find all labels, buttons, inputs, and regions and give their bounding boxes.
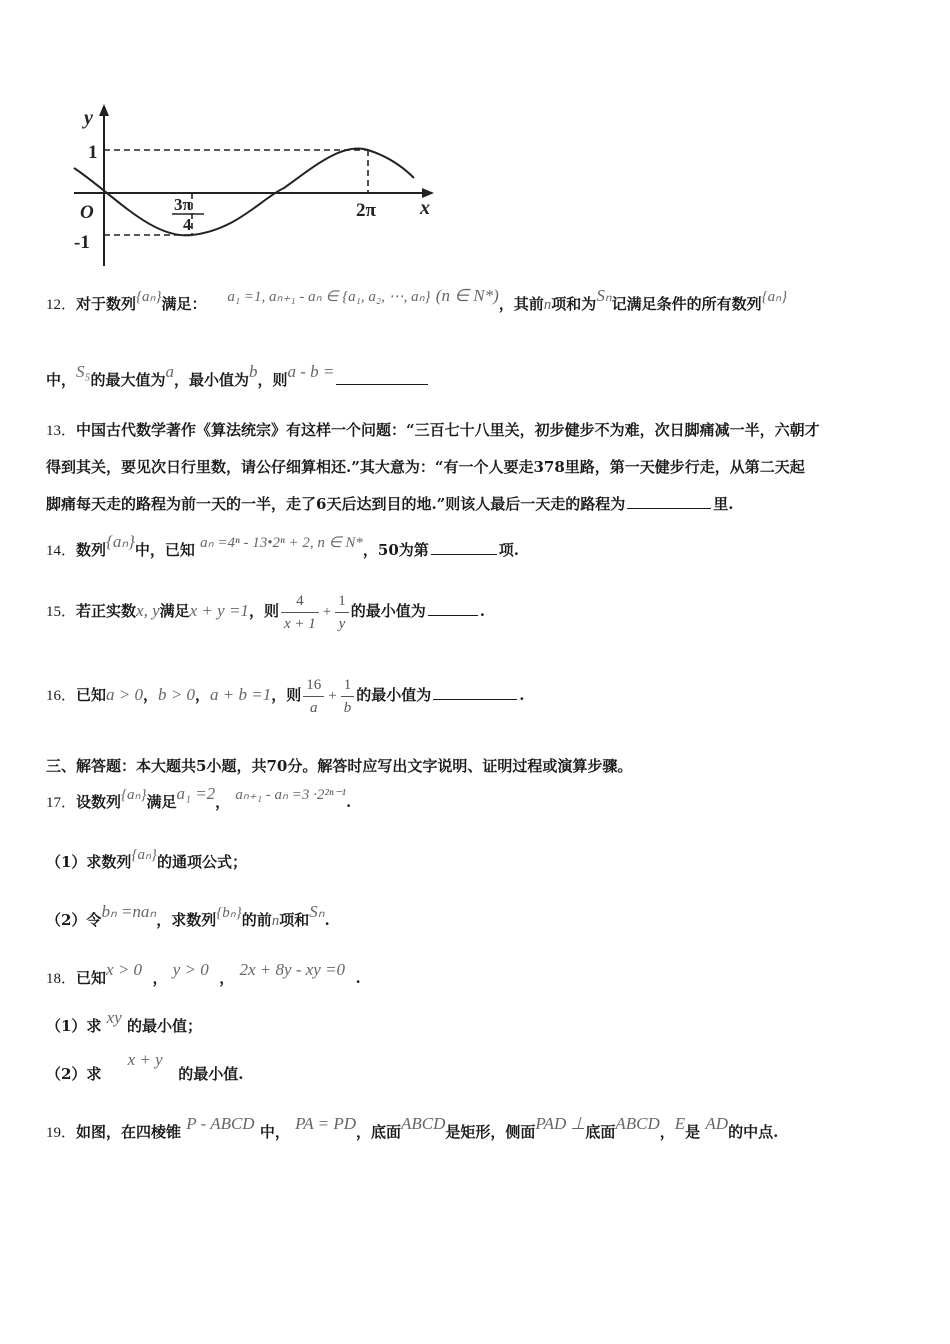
fraction-1-over-b: $\frac{1}{b}$ bbox=[341, 674, 355, 719]
question-13-line-3 bbox=[46, 492, 910, 516]
question-14 bbox=[46, 532, 910, 563]
question-12-line-1 bbox=[46, 286, 910, 317]
math-initial: a₁ =2 bbox=[176, 784, 216, 803]
section-title: 三、解答题：本大题共5小题，共70分。解答时应写出文字说明、证明过程或演算步骤。 bbox=[46, 757, 633, 775]
question-text: 记满足条件的所有数列 bbox=[611, 295, 762, 313]
math-b: b bbox=[248, 362, 258, 381]
question-18 bbox=[46, 960, 910, 991]
math-sequence: {aₙ} bbox=[131, 847, 157, 863]
math-sequence: {aₙ} bbox=[121, 787, 147, 803]
question-number: 17． bbox=[46, 795, 77, 811]
question-text: ，最小值为 bbox=[173, 371, 249, 389]
question-text: . bbox=[479, 602, 485, 620]
part-label: （2）求 bbox=[46, 1065, 102, 1083]
y-axis-label: y bbox=[84, 107, 93, 129]
math-domain: (n ∈ N*) bbox=[435, 286, 499, 305]
math-s5: S₅ bbox=[76, 362, 91, 381]
math-a: a bbox=[165, 362, 174, 381]
question-text: 的前 bbox=[241, 911, 272, 929]
y-axis-arrow bbox=[99, 104, 109, 116]
question-text: 数列 bbox=[76, 541, 107, 559]
math-sequence: {aₙ} bbox=[761, 289, 788, 305]
math-equation: 2x + 8y - xy =0 bbox=[239, 960, 346, 979]
question-text: 设数列 bbox=[76, 793, 122, 811]
fraction-1-over-y: $\frac{1}{y}$ bbox=[335, 590, 349, 635]
question-13-line-2 bbox=[46, 455, 910, 479]
math-ad: AD bbox=[705, 1114, 729, 1133]
question-text: 脚痛每天走的路程为前一天的一半，走了6天后达到目的地.”则该人最后一天走的路程为 bbox=[46, 495, 626, 513]
math-e: E bbox=[674, 1114, 686, 1133]
answer-blank[interactable] bbox=[431, 538, 497, 555]
math-xy: xy bbox=[106, 1008, 122, 1027]
question-text: 的最小值为 bbox=[350, 602, 426, 620]
answer-blank[interactable] bbox=[336, 368, 428, 385]
question-text: 若正实数 bbox=[76, 602, 137, 620]
math-n: n bbox=[271, 913, 280, 929]
math-sum-condition: a + b =1 bbox=[210, 685, 272, 704]
x-axis-label: x bbox=[420, 197, 430, 219]
answer-blank[interactable] bbox=[433, 683, 517, 700]
question-text: ， bbox=[195, 686, 211, 704]
question-text: 满足 bbox=[159, 602, 190, 620]
question-text: 项和为 bbox=[551, 295, 597, 313]
question-number: 12． bbox=[46, 297, 77, 313]
math-x-plus-y: x + y bbox=[127, 1050, 163, 1069]
question-number: 19． bbox=[46, 1125, 77, 1141]
math-sequence: {aₙ} bbox=[106, 532, 135, 551]
question-text: 是 bbox=[685, 1123, 701, 1141]
math-abcd: ABCD bbox=[615, 1114, 660, 1133]
part-label: （1）求 bbox=[46, 1017, 102, 1035]
answer-blank[interactable] bbox=[627, 492, 711, 509]
question-17-part-2 bbox=[46, 902, 910, 933]
question-text: 满足： bbox=[161, 295, 207, 313]
question-text: 对于数列 bbox=[76, 295, 137, 313]
question-text: ，则 bbox=[257, 371, 288, 389]
math-abcd: ABCD bbox=[401, 1114, 446, 1133]
question-number: 16． bbox=[46, 688, 77, 704]
question-text: . bbox=[324, 911, 330, 929]
part-label: （2）令 bbox=[46, 911, 102, 929]
math-sum: Sₙ bbox=[596, 286, 612, 305]
question-text: 的最大值为 bbox=[90, 371, 166, 389]
question-text: ，50为第 bbox=[362, 541, 429, 559]
question-text: 底面 bbox=[585, 1123, 616, 1141]
question-18-part-1 bbox=[46, 1008, 910, 1038]
tick-2pi-label: 2π bbox=[356, 200, 376, 221]
math-pyramid: P - ABCD bbox=[186, 1114, 255, 1133]
question-text: . bbox=[355, 969, 361, 987]
question-text: ， bbox=[143, 686, 159, 704]
question-text: 中， bbox=[46, 371, 77, 389]
question-text: 中， bbox=[259, 1123, 290, 1141]
question-13-line-1 bbox=[46, 418, 910, 443]
question-text: ，求数列 bbox=[156, 911, 217, 929]
section-3-heading bbox=[46, 754, 910, 778]
question-text: 里. bbox=[713, 495, 734, 513]
question-17 bbox=[46, 784, 910, 815]
question-text: . bbox=[346, 793, 352, 811]
tick-3pi-numerator: 3π bbox=[174, 195, 192, 214]
question-text: 已知 bbox=[76, 969, 107, 987]
math-x-positive: x > 0 bbox=[106, 960, 143, 979]
question-number: 14． bbox=[46, 543, 77, 559]
math-bn-definition: bₙ =naₙ bbox=[101, 902, 157, 921]
question-text: ，则 bbox=[271, 686, 302, 704]
math-y-positive: y > 0 bbox=[172, 960, 209, 979]
question-text: 满足 bbox=[146, 793, 177, 811]
math-a-positive: a > 0 bbox=[106, 685, 144, 704]
y-one-label: 1 bbox=[88, 142, 98, 163]
math-recurrence: aₙ₊₁ - aₙ =3 ·2²ⁿ⁻¹ bbox=[235, 787, 347, 803]
math-sum: Sₙ bbox=[309, 902, 325, 921]
question-number: 15． bbox=[46, 604, 77, 620]
question-text: 中国古代数学著作《算法统宗》有这样一个问题：“三百七十八里关，初步健步不为难，次日脚痛减一半，六朝才 bbox=[76, 421, 820, 439]
question-text: ，则 bbox=[248, 602, 279, 620]
math-condition: x + y =1 bbox=[189, 601, 249, 620]
question-text: 的最小值. bbox=[178, 1065, 244, 1083]
y-neg-one-label: -1 bbox=[74, 232, 90, 253]
math-variables: x, y bbox=[136, 601, 160, 620]
part-label: （1）求数列 bbox=[46, 853, 132, 871]
math-b-positive: b > 0 bbox=[158, 685, 196, 704]
origin-label: O bbox=[80, 202, 94, 223]
question-text: 的中点. bbox=[728, 1123, 779, 1141]
question-text: . bbox=[519, 686, 525, 704]
plus-sign: + bbox=[328, 688, 337, 704]
question-text: ， bbox=[152, 969, 168, 987]
question-text: ， bbox=[659, 1123, 675, 1141]
question-18-part-2 bbox=[46, 1050, 910, 1086]
question-text: 已知 bbox=[76, 686, 107, 704]
tick-3pi-denominator: 4 bbox=[183, 215, 192, 234]
question-text: 项. bbox=[498, 541, 520, 559]
math-n: n bbox=[543, 297, 552, 313]
question-16 bbox=[46, 672, 910, 719]
question-number: 18． bbox=[46, 971, 77, 987]
question-text: 项和 bbox=[279, 911, 310, 929]
question-text: 得到其关，要见次日行里数，请公仔细算相还.”其大意为：“有一个人要走378里路，第一天健步行走，从第二天起 bbox=[46, 458, 805, 476]
question-12-line-2 bbox=[46, 362, 910, 392]
math-formula: aₙ =4ⁿ - 13•2ⁿ + 2, n ∈ N* bbox=[200, 535, 363, 551]
question-text: 的通项公式； bbox=[156, 853, 247, 871]
question-text: 中，已知 bbox=[134, 541, 195, 559]
question-text: ， bbox=[219, 969, 235, 987]
question-text: 的最小值为 bbox=[356, 686, 432, 704]
answer-blank[interactable] bbox=[428, 599, 478, 616]
sine-curve bbox=[74, 149, 414, 236]
question-19 bbox=[46, 1114, 910, 1145]
question-17-part-1 bbox=[46, 847, 910, 875]
question-text: 的最小值； bbox=[127, 1017, 203, 1035]
math-sequence-b: {bₙ} bbox=[216, 905, 242, 921]
question-number: 13． bbox=[46, 423, 77, 439]
cosine-graph-figure bbox=[62, 98, 442, 270]
question-text: ，其前 bbox=[498, 295, 544, 313]
math-sequence: {aₙ} bbox=[136, 289, 162, 305]
fraction-16-over-a: $\frac{16}{a}$ bbox=[303, 674, 324, 719]
question-15 bbox=[46, 588, 910, 635]
question-text: 如图，在四棱锥 bbox=[76, 1123, 182, 1141]
question-text: ，底面 bbox=[355, 1123, 401, 1141]
question-text: ， bbox=[215, 793, 231, 811]
math-expression: a - b = bbox=[287, 362, 335, 381]
math-pad-perp: PAD ⊥ bbox=[535, 1114, 586, 1133]
math-condition: a₁ =1, aₙ₊₁ - aₙ ∈ {a₁, a₂, ⋯, aₙ} bbox=[227, 289, 431, 305]
question-text: 是矩形，侧面 bbox=[445, 1123, 536, 1141]
fraction-4-over-x-plus-1: $\frac{4}{x + 1}$ bbox=[281, 590, 319, 635]
plus-sign: + bbox=[322, 604, 332, 620]
math-pa-pd: PA = PD bbox=[295, 1114, 356, 1133]
